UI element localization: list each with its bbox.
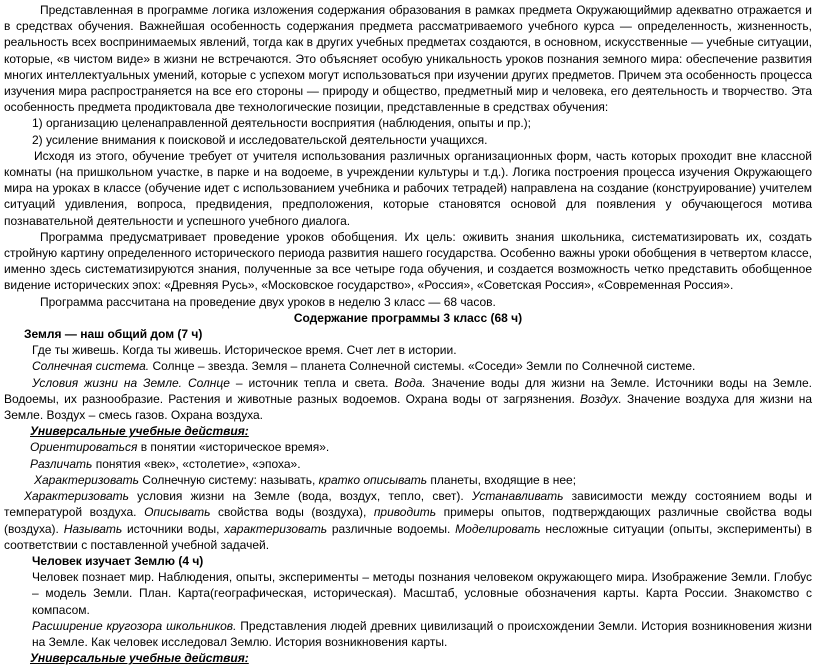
ua-item-1: [4, 439, 812, 455]
section-1-line-2: [4, 358, 812, 374]
ua-4-verb-2: Устанавливать: [471, 489, 564, 504]
ua-4-text-7: несложные ситуации (опыты, эксперименты) в соответствии с поставленной учебной задачей.: [4, 521, 812, 552]
ua-4-verb-6: характеризовать: [224, 521, 328, 536]
ua-1-text: в понятии «историческое время».: [137, 440, 330, 455]
solar-system-text: Солнце – звезда. Земля – планета Солнечной системы. «Соседи» Земли по Солнечной системе.: [149, 359, 696, 374]
section-2-line-2: [4, 618, 812, 650]
section-1-line-3: [4, 375, 812, 424]
ua-2-text: понятия «век», «столетие», «эпоха».: [92, 456, 301, 471]
ua-4-verb-4: приводить: [373, 505, 437, 520]
air-term: Воздух.: [574, 391, 622, 406]
section-2-ua-title: Универсальные учебные действия:: [30, 651, 249, 666]
section-1-line-1: Где ты живешь. Когда ты живешь. Историческое время. Счет лет в истории.: [32, 343, 457, 358]
ua-3-text-2: планеты, входящие в нее;: [427, 472, 577, 487]
ua-item-4: [4, 488, 812, 553]
ua-4-verb-7: Моделировать: [455, 521, 541, 536]
ua-3-text: Солнечную систему: называть,: [138, 472, 319, 487]
outlook-text: Представления людей древних цивилизаций о происхождении Земли. История возникновения жизни на Земле. Как человек исследовал Землю. История возникновения карты.: [32, 618, 812, 649]
water-term: Вода.: [388, 375, 426, 390]
section-2-line-1: Человек познает мир. Наблюдения, опыты, эксперименты – методы познания человеком окружающего мира. Изображение Земли. Глобус – модель Земли. План. Карта(географическая, историческая). Масштаб, условные обозначения карты. Карта России. Знакомство с компасом.: [32, 570, 812, 617]
water-text: Значение воды для жизни на Земле. Источники воды на Земле. Водоемы, их разнообразие. Растения и животные разных водоемов. Охрана воды от загрязнения.: [4, 375, 812, 406]
life-conditions-term: Условия жизни на Земле.: [32, 375, 183, 390]
ua-3-verb: Характеризовать: [34, 472, 139, 487]
intro-paragraph-3: Программа предусматривает проведение уроков обобщения. Их цель: оживить знания школьника, систематизировать их, создать стройную картину определенного исторического периода развития нашего государства. Особенно важны уроки обобщения в четвертом классе, именно здесь систематизируются знания, полученные за все четыре года обучения, и создается возможность четко представить обобщенное видение исторических эпох: «Древняя Русь», «Московское государство», «Россия», «Советская Россия», «Современная Россия».: [4, 229, 812, 293]
ua-item-2: [4, 456, 812, 472]
outlook-term: Расширение кругозора школьников.: [32, 618, 237, 633]
ua-4-verb-3: Описывать: [144, 505, 211, 520]
ua-4-text-2: зависимости между состоянием воды и температурой воздуха.: [4, 489, 813, 520]
sun-term: Солнце: [182, 375, 230, 390]
list-item-2: 2) усиление внимания к поисковой и исследовательской деятельности учащихся.: [32, 132, 488, 147]
intro-paragraph-2: Исходя из этого, обучение требует от учителя использования различных организационных форм, часть которых проходит вне классной комнаты (на пришкольном участке, в парке и на водоеме, в учреждении культуры и т.д.). Логика построения процесса изучения Окружающего мира на уроках в классе (обучение идет с использованием учебника и рабочих тетрадей) направлена на создание (конструирование) учителем ситуаций удивления, вопроса, предвидения, предположения, которые становятся основой для появления у обучающегося мотива познавательной деятельности и успешного учебного диалога.: [4, 148, 812, 228]
ua-3-verb-2: кратко описывать: [318, 472, 428, 487]
content-title: Содержание программы 3 класс (68 ч): [293, 310, 523, 325]
ua-4-text-5: источники воды,: [122, 521, 225, 536]
section-2-title: Человек изучает Землю (4 ч): [32, 553, 204, 568]
intro-paragraph-1: Представленная в программе логика изложения содержания образования в рамках предмета Окружающиймир адекватно отражается и в средствах обучения. Важнейшая особенность содержания предмета рассматриваемого учебного курса — определенность, жизненность, реальность всех воспринимаемых явлений, тогда как в других учебных предметах создаются, в основном, искусственные — учебные ситуации, которые, «в чистом виде» в жизни не встречаются. Это объясняет особую уникальность уроков познания земного мира: обеспечение развития многих интеллектуальных умений, которые с успехом могут использоваться при изучении других предметов. Причем эта особенность процесса изучения мира распространяется на все его стороны — природу и общество, предметный мир и человека, его деятельность и творчество. Эта особенность предмета продиктовала две технологические позиции, представленные в средствах обучения:: [4, 3, 812, 115]
ua-4-verb-5: Называть: [63, 521, 123, 536]
list-item-1: 1) организацию целенаправленной деятельности восприятия (наблюдения, опыты и пр.);: [32, 116, 532, 131]
section-1-ua-title: Универсальные учебные действия:: [30, 424, 249, 439]
ua-item-3: [4, 472, 812, 488]
air-text: Значение воздуха для жизни на Земле. Воздух – смесь газов. Охрана воздуха.: [4, 391, 813, 423]
ua-4-text-4: примеры опытов, подтверждающих различные свойства воды (воздуха).: [4, 505, 812, 536]
sun-text: – источник тепла и света.: [229, 375, 389, 390]
solar-system-term: Солнечная система.: [32, 359, 150, 374]
section-1-title: Земля — наш общий дом (7 ч): [24, 327, 203, 342]
ua-1-verb: Ориентироваться: [30, 440, 138, 455]
intro-paragraph-4: Программа рассчитана на проведение двух уроков в неделю 3 класс — 68 часов.: [40, 294, 496, 309]
ua-4-text-3: свойства воды (воздуха),: [210, 505, 374, 520]
ua-4-text: условия жизни на Земле (вода, воздух, тепло, свет).: [128, 489, 472, 504]
ua-4-text-6: различные водоемы.: [327, 521, 456, 536]
ua-4-verb: Характеризовать: [24, 489, 129, 504]
ua-2-verb: Различать: [30, 456, 93, 471]
